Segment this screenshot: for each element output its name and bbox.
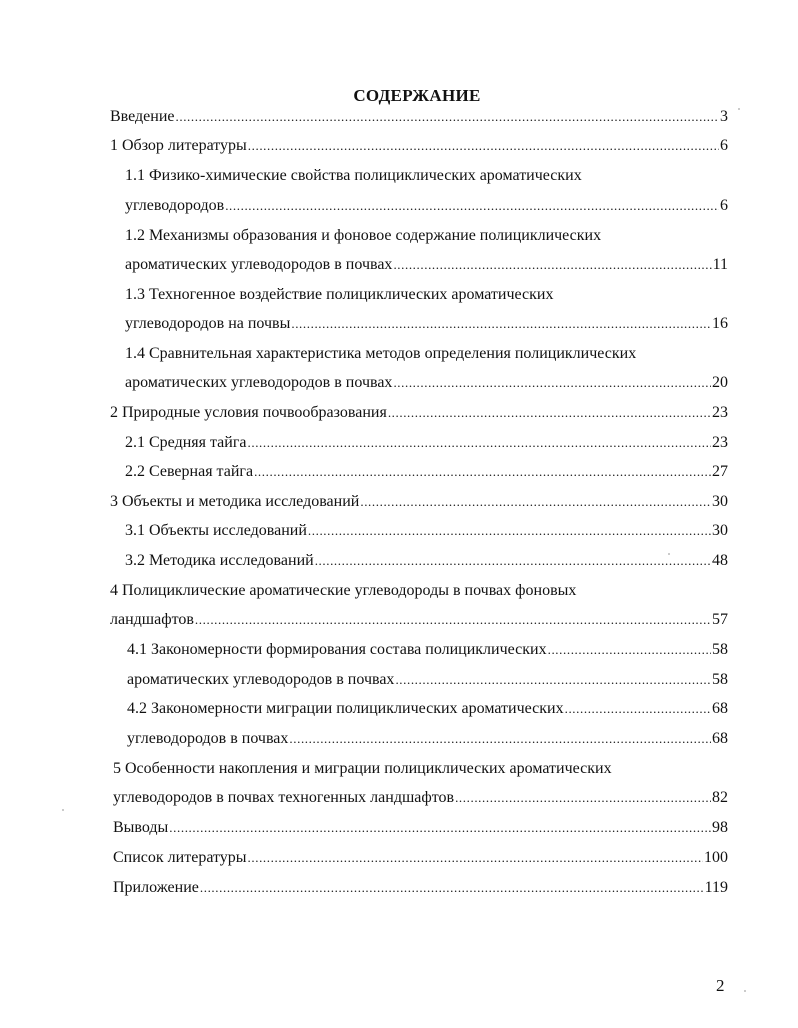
dot-leader	[395, 669, 711, 691]
toc-entry-text: ароматических углеводородов в почвах	[125, 374, 393, 391]
toc-entry-text: 1.4 Сравнительная характеристика методов определения полициклических	[125, 345, 637, 362]
toc-entry[interactable]	[113, 877, 728, 899]
toc-entry[interactable]	[127, 669, 728, 691]
dot-leader	[254, 461, 711, 483]
toc-entry[interactable]	[125, 313, 728, 335]
dot-leader	[455, 787, 711, 809]
toc-entry-text: 1.3 Техногенное воздействие полициклических ароматических	[125, 286, 554, 303]
toc-entry[interactable]	[125, 225, 601, 247]
toc-entry-text: 4.1 Закономерности формирования состава полициклических	[127, 641, 547, 658]
toc-entry[interactable]	[125, 550, 728, 572]
toc-entry-page: 48	[712, 552, 728, 569]
dot-leader	[225, 195, 719, 217]
toc-entry[interactable]	[125, 461, 728, 483]
toc-entry-text: ландшафтов	[110, 611, 194, 628]
toc-entry-page: 23	[712, 434, 728, 451]
toc-entry[interactable]	[125, 432, 728, 454]
toc-entry[interactable]	[125, 520, 728, 542]
toc-entry-text: 2.1 Средняя тайга	[125, 434, 247, 451]
toc-entry-page: 100	[704, 849, 728, 866]
toc-entry-text: углеводородов в почвах	[127, 730, 289, 747]
dot-leader	[360, 491, 711, 513]
toc-entry-page: 30	[712, 493, 728, 510]
dot-leader	[548, 639, 711, 661]
dot-leader	[248, 847, 703, 869]
scan-speck	[744, 990, 746, 992]
toc-entry-text: ароматических углеводородов в почвах	[125, 256, 393, 273]
scan-speck	[62, 809, 64, 811]
toc-entry-text: 1.1 Физико-химические свойства полициклических ароматических	[125, 167, 582, 184]
dot-leader	[195, 609, 711, 631]
dot-leader	[565, 698, 711, 720]
toc-entry[interactable]	[113, 847, 728, 869]
toc-entry[interactable]	[125, 343, 636, 365]
toc-entry-page: 30	[712, 522, 728, 539]
dot-leader	[393, 254, 711, 276]
toc-entry-text: 1.2 Механизмы образования и фоновое содержание полициклических	[125, 227, 602, 244]
toc-entry-text: 3.1 Объекты исследований	[125, 522, 307, 539]
toc-entry[interactable]	[127, 639, 728, 661]
toc-entry-text: 5 Особенности накопления и миграции полициклических ароматических	[113, 760, 612, 777]
toc-entry-text: 3.2 Методика исследований	[125, 552, 314, 569]
dot-leader	[200, 877, 704, 899]
toc-entry-page: 68	[712, 730, 728, 747]
toc-entry[interactable]	[110, 106, 728, 128]
toc-entry-text: ароматических углеводородов в почвах	[127, 671, 395, 688]
toc-entry[interactable]	[125, 372, 728, 394]
toc-entry-page: 11	[712, 256, 728, 273]
page-title: СОДЕРЖАНИЕ	[353, 86, 481, 105]
toc-entry-text: углеводородов на почвы	[125, 315, 291, 332]
toc-entry-text: Список литературы	[113, 849, 247, 866]
toc-entry-page: 23	[712, 404, 728, 421]
toc-entry-text: углеводородов	[125, 197, 225, 214]
dot-leader	[248, 432, 712, 454]
toc-entry[interactable]	[110, 580, 576, 602]
toc-entry-text: Введение	[110, 108, 175, 125]
toc-entry[interactable]	[125, 254, 728, 276]
toc-entry-text: 4.2 Закономерности миграции полициклических ароматических	[127, 700, 564, 717]
toc-entry-page: 57	[712, 611, 728, 628]
toc-entry-text: 2 Природные условия почвообразования	[110, 404, 387, 421]
toc-entry[interactable]	[110, 135, 728, 157]
toc-entry-text: 2.2 Северная тайга	[125, 463, 254, 480]
toc-entry-page: 27	[712, 463, 728, 480]
toc-entry-text: 4 Полициклические ароматические углеводороды в почвах фоновых	[110, 582, 577, 599]
toc-entry[interactable]	[113, 817, 728, 839]
dot-leader	[388, 402, 711, 424]
toc-entry[interactable]	[110, 609, 728, 631]
toc-entry[interactable]	[125, 195, 728, 217]
toc-entry-page: 16	[712, 315, 728, 332]
toc-entry-page: 98	[712, 819, 728, 836]
dot-leader	[289, 728, 711, 750]
scan-speck	[738, 108, 740, 110]
toc-entry-text: углеводородов в почвах техногенных ландшафтов	[113, 789, 455, 806]
toc-entry-page: 58	[712, 641, 728, 658]
toc-entry[interactable]	[113, 787, 728, 809]
toc-entry[interactable]	[110, 402, 728, 424]
toc-entry[interactable]	[110, 491, 728, 513]
toc-entry-page: 6	[720, 137, 728, 154]
toc-entry[interactable]	[113, 758, 612, 780]
dot-leader	[291, 313, 711, 335]
dot-leader	[169, 817, 711, 839]
toc-entry-page: 119	[704, 879, 728, 896]
toc-entry-page: 68	[712, 700, 728, 717]
toc-entry[interactable]	[127, 728, 728, 750]
dot-leader	[176, 106, 720, 128]
toc-entry[interactable]	[125, 165, 582, 187]
dot-leader	[308, 520, 711, 542]
toc-entry-page: 3	[720, 108, 728, 125]
toc-entry-text: Выводы	[113, 819, 169, 836]
toc-entry-page: 58	[712, 671, 728, 688]
dot-leader	[393, 372, 711, 394]
toc-entry-page: 20	[712, 374, 728, 391]
dot-leader	[315, 550, 711, 572]
toc-entry-page: 6	[720, 197, 728, 214]
toc-entry-page: 82	[712, 789, 728, 806]
scan-speck	[668, 553, 670, 555]
toc-entry[interactable]	[125, 284, 553, 306]
dot-leader	[248, 135, 719, 157]
toc-entry-text: 3 Объекты и методика исследований	[110, 493, 360, 510]
toc-entry[interactable]	[127, 698, 728, 720]
toc-entry-text: Приложение	[113, 879, 199, 896]
page-number: 2	[716, 976, 725, 995]
toc-entry-text: 1 Обзор литературы	[110, 137, 247, 154]
